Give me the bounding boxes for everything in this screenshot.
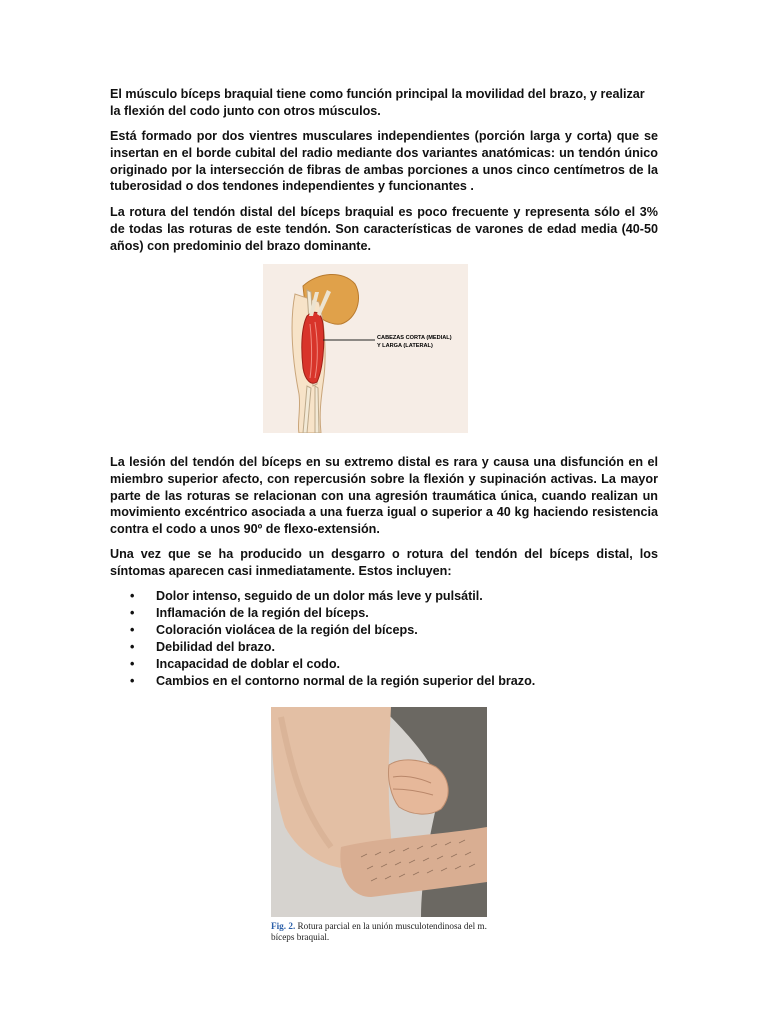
list-item xyxy=(110,605,658,622)
caption-text: Rotura parcial en la unión musculotendinosa del m. bíceps braquial. xyxy=(271,921,487,942)
bullet-icon: • xyxy=(130,639,135,654)
list-item-text: Incapacidad de doblar el codo. xyxy=(156,656,341,671)
list-item xyxy=(110,588,658,605)
diagram-label-heads: CABEZAS CORTA (MEDIAL) xyxy=(377,335,452,341)
figure-caption xyxy=(271,921,501,942)
list-item-text: Inflamación de la región del bíceps. xyxy=(156,605,369,620)
bullet-icon: • xyxy=(130,622,135,637)
list-item-text: Debilidad del brazo. xyxy=(156,639,275,654)
bullet-icon: • xyxy=(130,589,135,603)
list-item-text: Dolor intenso, seguido de un dolor más leve y pulsátil. xyxy=(156,589,483,603)
bullet-icon: • xyxy=(130,673,135,688)
paragraph-lesion: La lesión del tendón del bíceps en su extremo distal es rara y causa una disfunción en el miembro superior afecto, con repercusión sobre la flexión y supinación activas. La mayor parte de las roturas se relacionan con una agresión traumática única, cuando realizan un movimiento excéntrico asociada a una fuerza igual o superior a 40 kg haciendo resistencia contra el codo a unos 90º de flexo-extensión. xyxy=(110,455,658,537)
bullet-icon: • xyxy=(130,605,135,620)
caption-label: Fig. 2. xyxy=(271,921,296,931)
biceps-anatomy-diagram xyxy=(263,264,468,433)
arm-injury-photo xyxy=(271,707,487,917)
list-item xyxy=(110,639,658,656)
list-item xyxy=(110,622,658,639)
paragraph-intro: El músculo bíceps braquial tiene como función principal la movilidad del brazo, y realizar la flexión del codo junto con otros músculos. xyxy=(110,87,645,118)
bullet-icon: • xyxy=(130,656,135,671)
paragraph-anatomy: Está formado por dos vientres musculares independientes (porción larga y corta) que se insertan en el borde cubital del radio mediante dos variantes anatómicas: un tendón único originado por la intersección de fibras de ambas porciones a unos cinco centímetros de la tuberosidad o dos tendones independientes y funcionantes . xyxy=(110,129,658,194)
list-item-text: Cambios en el contorno normal de la región superior del brazo. xyxy=(156,673,536,688)
list-item-text: Coloración violácea de la región del bíceps. xyxy=(156,622,418,637)
paragraph-symptoms-intro: Una vez que se ha producido un desgarro o rotura del tendón del bíceps distal, los síntomas aparecen casi inmediatamente. Estos incluyen: xyxy=(110,547,658,578)
list-item xyxy=(110,656,658,673)
diagram-label-heads-2: Y LARGA (LATERAL) xyxy=(377,343,433,349)
list-item xyxy=(110,673,658,690)
symptoms-list xyxy=(110,588,658,689)
paragraph-frequency: La rotura del tendón distal del bíceps braquial es poco frecuente y representa sólo el 3% de todas las roturas de este tendón. Son características de varones de edad media (40-50 años) con predominio del brazo dominante. xyxy=(110,205,658,253)
